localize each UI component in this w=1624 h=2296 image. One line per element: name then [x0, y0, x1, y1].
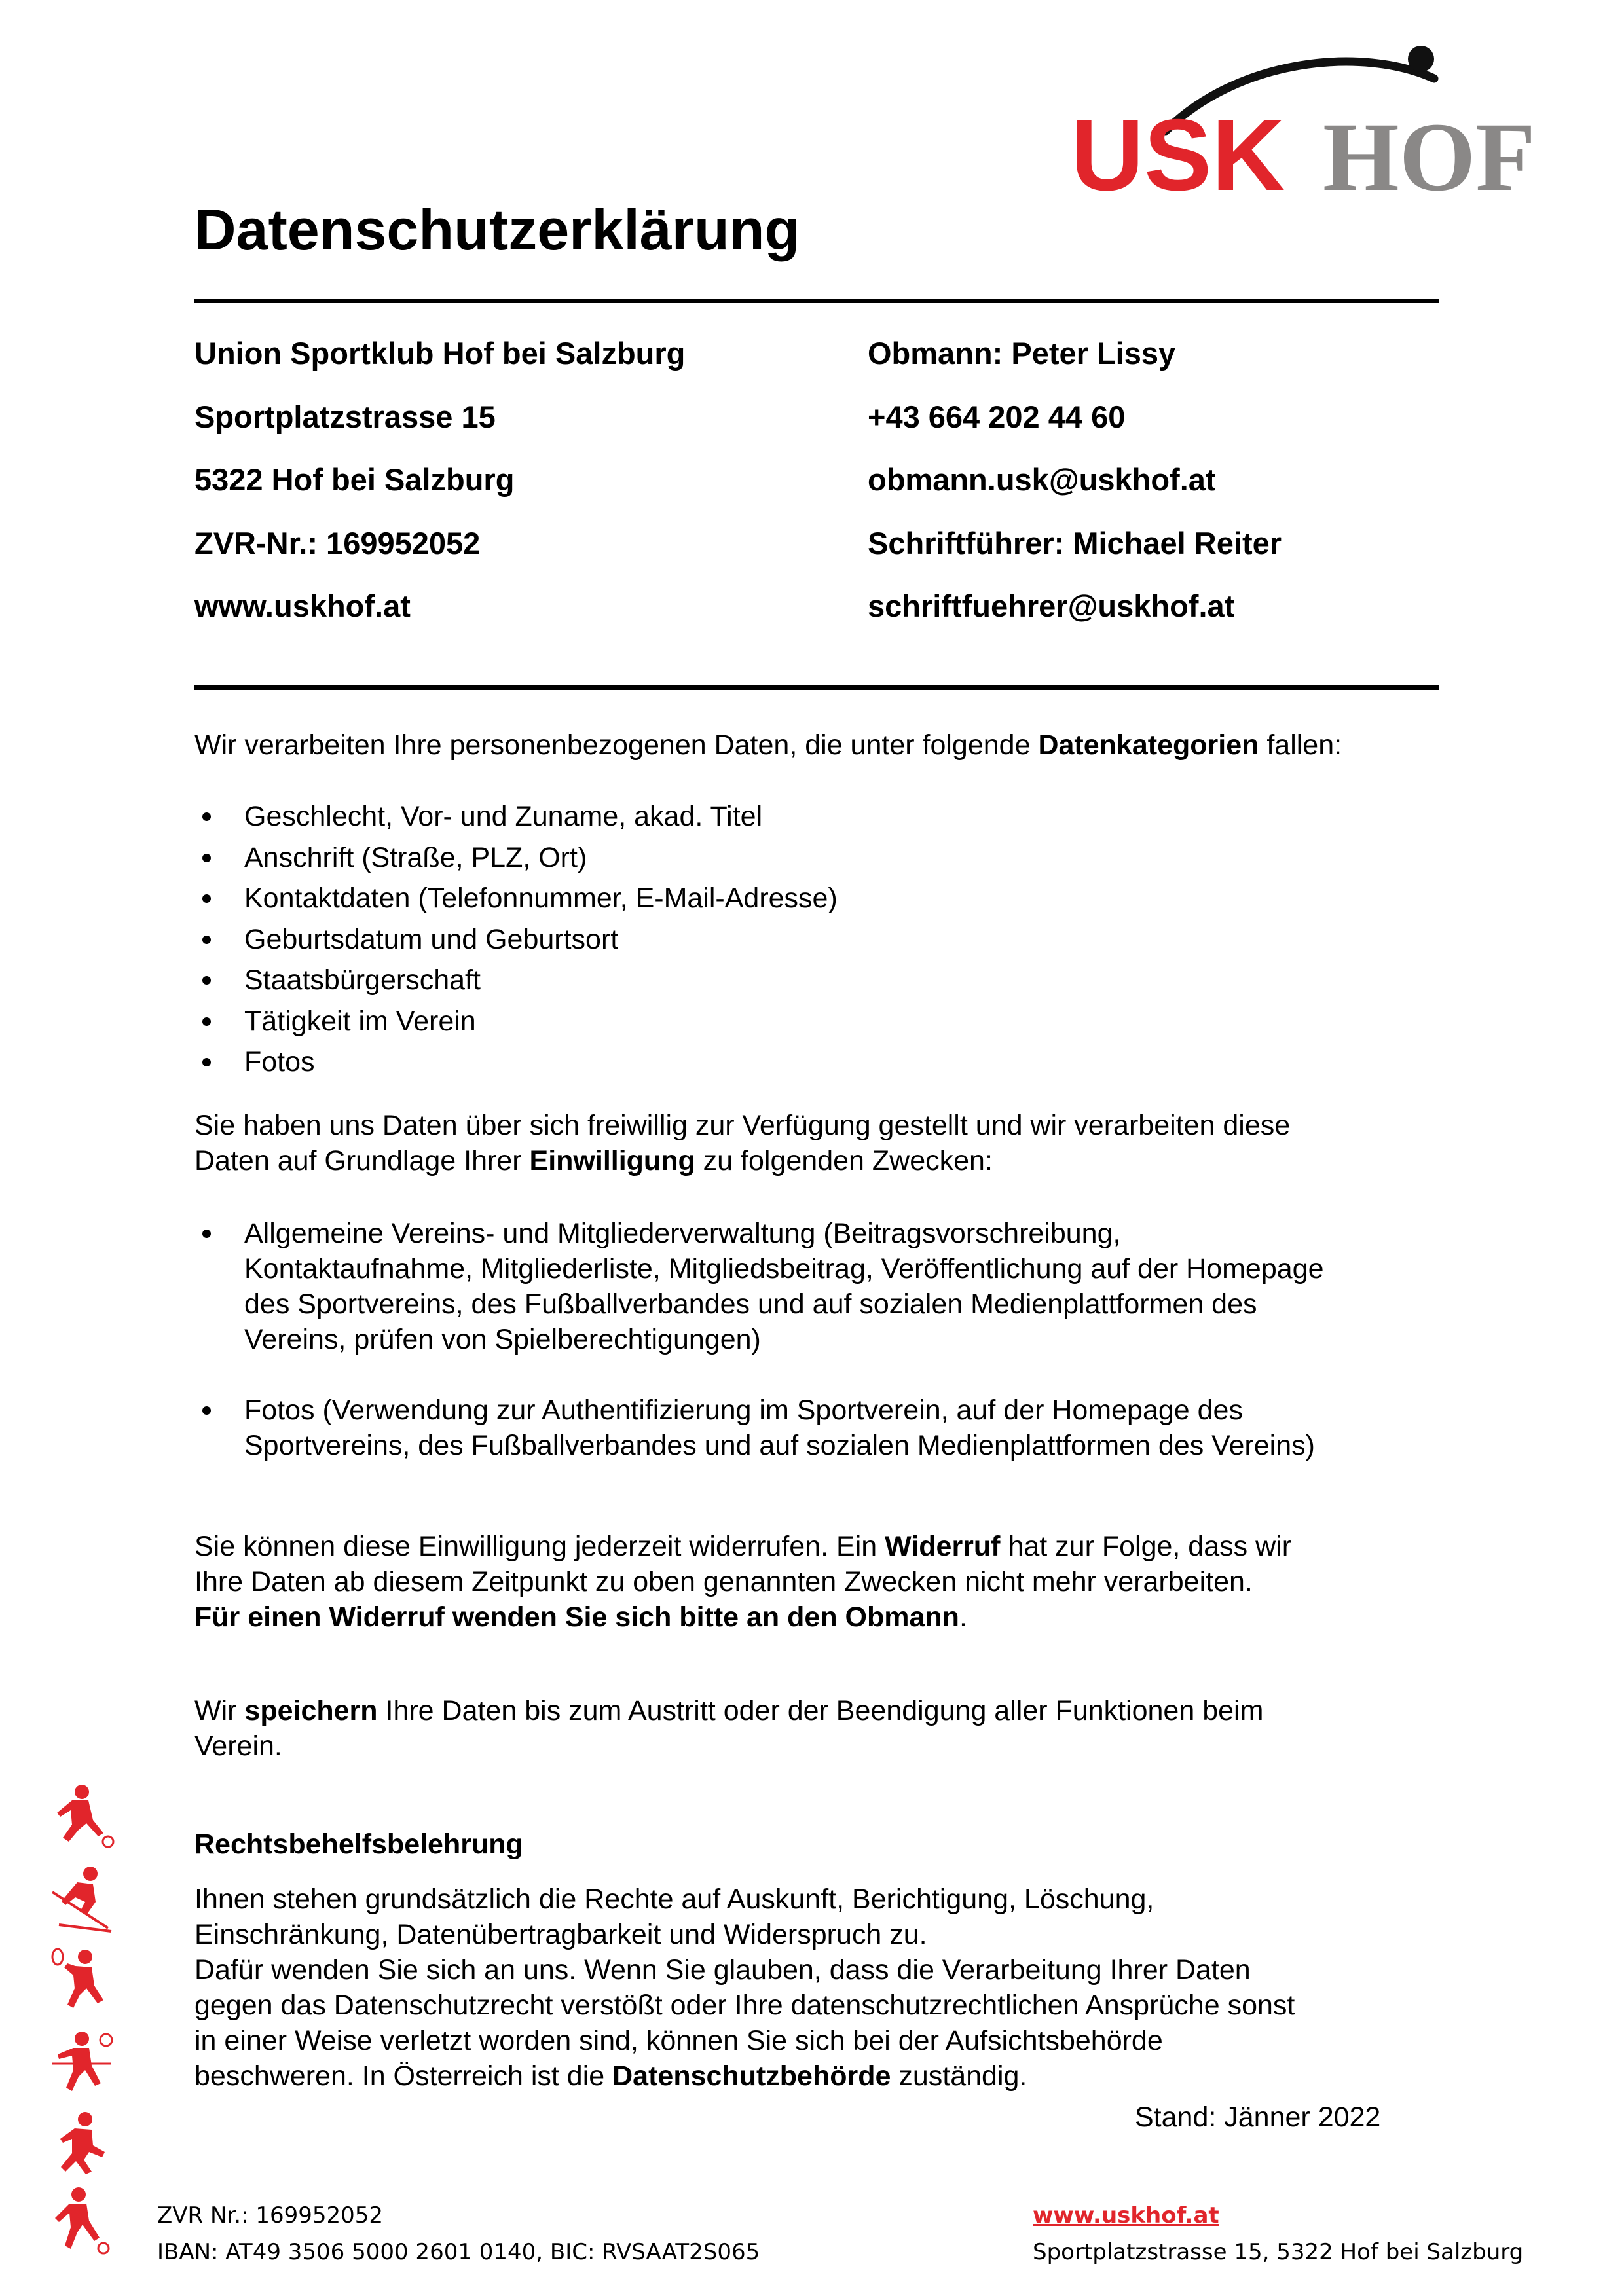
club-info-left [194, 327, 685, 644]
athlete-icon [55, 2187, 109, 2253]
footer-zvr: ZVR Nr.: 169952052 [157, 2202, 384, 2229]
list-item: Fotos (Verwendung zur Authentifizierung im Sportverein, auf der Homepage des Sportvereins, des Fußballverbandes und auf sozialen Medienplattformen des Vereins) [194, 1393, 1439, 1463]
club-name: Union Sportklub Hof bei Salzburg [194, 336, 686, 371]
divider-top [194, 299, 1439, 303]
data-categories-list [194, 799, 1439, 1085]
legal-heading: Rechtsbehelfsbelehrung [194, 1829, 523, 1860]
list-item: Tätigkeit im Verein [194, 1004, 1439, 1045]
footer-website-link[interactable]: www.uskhof.at [1033, 2202, 1219, 2229]
uskhof-logo [1067, 33, 1578, 203]
logo-usk: USK [1071, 98, 1285, 203]
stand-date: Stand: Jänner 2022 [1135, 2102, 1381, 2133]
list-item: Geburtsdatum und Geburtsort [194, 922, 1439, 963]
club-zvr: ZVR-Nr.: 169952052 [194, 525, 481, 560]
chairman-email[interactable]: obmann.usk@uskhof.at [868, 462, 1216, 497]
side-sports-icons [46, 1784, 118, 2255]
revocation-paragraph: Sie können diese Einwilligung jederzeit widerrufen. Ein Widerruf hat zur Folge, dass wir Ihre Daten ab diesem Zeitpunkt zu oben genannten Zwecken nicht mehr verarbeiten. Für einen Widerruf wenden Sie sich bitte an den Obmann. [194, 1531, 1292, 1633]
chairman: Obmann: Peter Lissy [868, 336, 1176, 371]
logo-hof: HOF [1323, 103, 1536, 203]
intro-paragraph: Wir verarbeiten Ihre personenbezogenen Daten, die unter folgende Datenkategorien fallen: [194, 729, 1342, 761]
badminton-player-icon [52, 1949, 103, 2008]
consent-paragraph: Sie haben uns Daten über sich freiwillig zur Verfügung gestellt und wir verarbeiten diese Daten auf Grundlage Ihrer Einwilligung zu folgenden Zwecken: [194, 1110, 1291, 1176]
storage-paragraph: Wir speichern Ihre Daten bis zum Austritt oder der Beendigung aller Funktionen beim Verein. [194, 1695, 1264, 1762]
secretary-email[interactable]: schriftfuehrer@uskhof.at [868, 589, 1235, 623]
footer-iban: IBAN: AT49 3506 5000 2601 0140, BIC: RVSAAT2S065 [157, 2239, 760, 2265]
list-item: Geschlecht, Vor- und Zuname, akad. Titel [194, 799, 1439, 840]
list-item: Anschrift (Straße, PLZ, Ort) [194, 840, 1439, 881]
list-item: Kontaktdaten (Telefonnummer, E-Mail-Adresse) [194, 881, 1439, 922]
page-title: Datenschutzerklärung [194, 197, 800, 262]
club-website[interactable]: www.uskhof.at [194, 589, 411, 623]
club-street: Sportplatzstrasse 15 [194, 399, 496, 434]
footer-address: Sportplatzstrasse 15, 5322 Hof bei Salzburg [1033, 2239, 1524, 2265]
footer-right [1033, 2197, 1523, 2270]
footer-left [157, 2197, 760, 2270]
soccer-player-icon [57, 1785, 113, 1847]
secretary: Schriftführer: Michael Reiter [868, 525, 1282, 560]
chairman-phone: +43 664 202 44 60 [868, 399, 1126, 434]
list-item: Allgemeine Vereins- und Mitgliederverwaltung (Beitragsvorschreibung, Kontaktaufnahme, Mitgliederliste, Mitgliedsbeitrag, Veröffentlichung auf der Homepage des Sportvereins, des Fußballverbandes und auf sozialen Medienplattformen des Vereins, prüfen von Spielberechtigungen) [194, 1216, 1439, 1357]
club-city: 5322 Hof bei Salzburg [194, 462, 515, 497]
skier-icon [52, 1867, 111, 1931]
volleyball-player-icon [52, 2032, 112, 2091]
list-item: Fotos [194, 1044, 1439, 1085]
logo-ball [1408, 46, 1434, 72]
runner-icon [60, 2112, 105, 2174]
legal-paragraph: Ihnen stehen grundsätzlich die Rechte auf Auskunft, Berichtigung, Löschung, Einschränkung, Datenübertragbarkeit und Widerspruch zu. Dafür wenden Sie sich an uns. Wenn Sie glauben, dass die Verarbeitung Ihrer Daten gegen das Datenschutzrecht verstößt oder Ihre datenschutzrechtlichen Ansprüche sonst in einer Weise verletzt worden sind, können Sie sich bei der Aufsichtsbehörde beschweren. In Österreich ist die Datenschutzbehörde zuständig. [194, 1884, 1295, 2092]
club-info-right [868, 327, 1282, 644]
list-item: Staatsbürgerschaft [194, 962, 1439, 1004]
purposes-list [194, 1216, 1439, 1499]
divider-bottom [194, 685, 1439, 690]
